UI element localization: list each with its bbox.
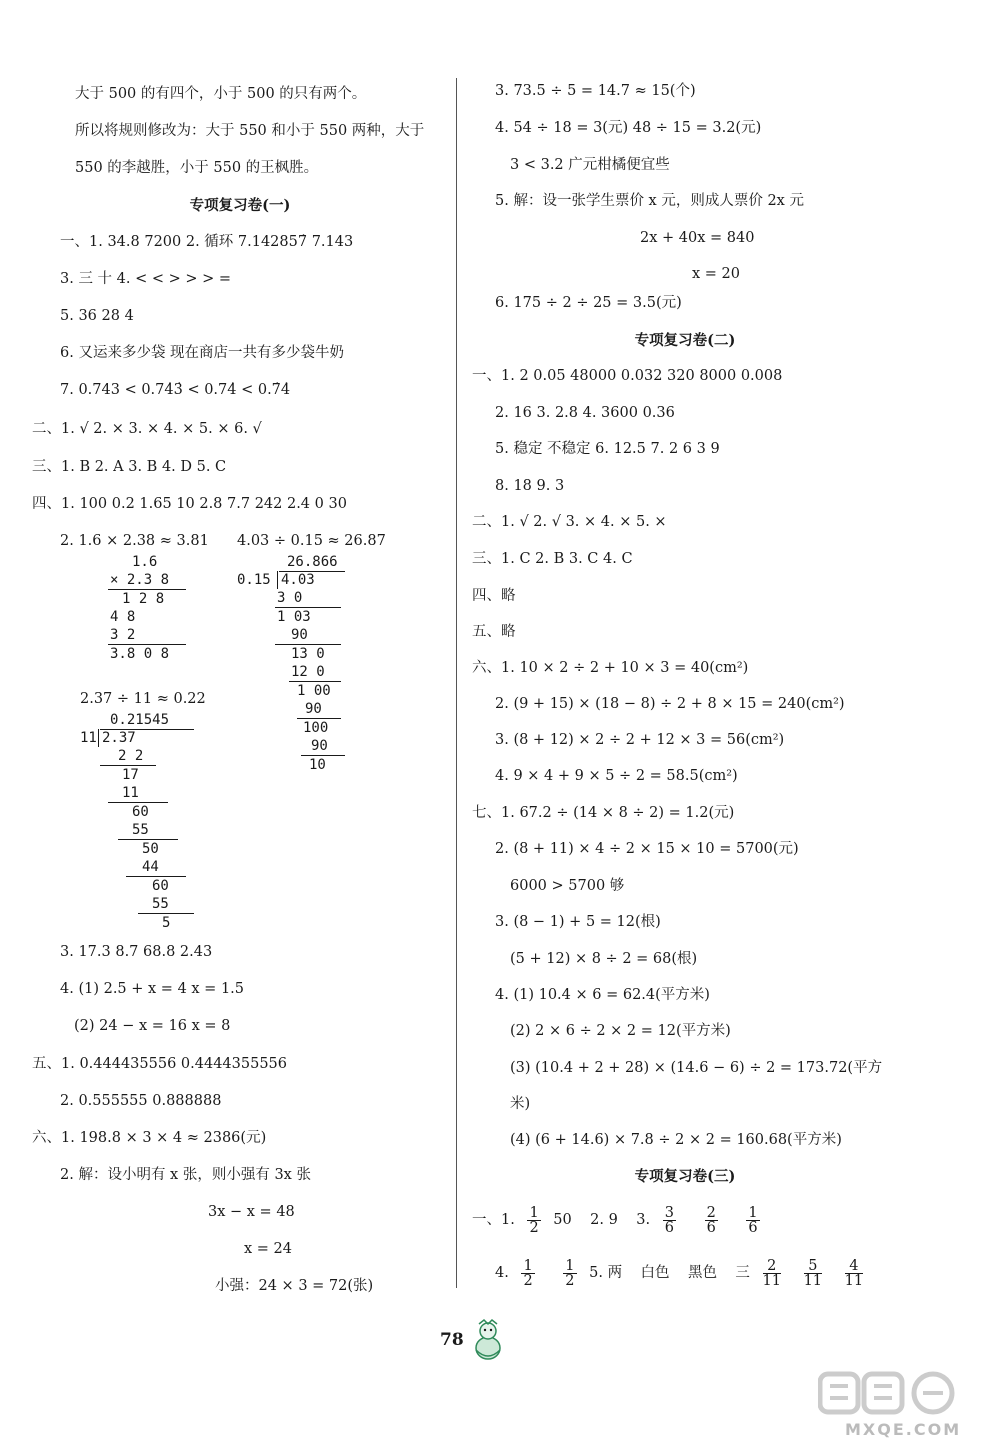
answer-line: (5 + 12) × 8 ÷ 2 = 68(根) <box>510 951 698 967</box>
calc-row: 1 2 8 <box>122 591 165 607</box>
answer-line: 3. 17.3 8.7 68.8 2.43 <box>60 944 213 960</box>
answer-line: 五、略 <box>472 624 516 640</box>
calc-bar <box>118 839 178 840</box>
calc-row: 1 03 <box>277 609 311 625</box>
calc-row: 1 00 <box>297 683 331 699</box>
section-title: 专项复习卷(二) <box>634 332 736 349</box>
calc-row: 26.866 <box>287 554 338 570</box>
answer-line: 一、1. 34.8 7200 2. 循环 7.142857̇ 7.143 <box>60 234 354 250</box>
calc-row: 3.8 0 8 <box>110 646 170 662</box>
multiplication-work <box>80 552 190 662</box>
watermark-logo-icon <box>818 1370 988 1420</box>
column-divider <box>456 78 457 1288</box>
calc-row: 90 <box>291 627 308 643</box>
text-line: 大于 500 的有四个，小于 500 的只有两个。 <box>75 86 367 102</box>
answer-line: 5. 稳定 不稳定 6. 12.5 7. 2 6 3 9 <box>495 441 720 457</box>
answer-line: 3. 73.5 ÷ 5 = 14.7 ≈ 15(个) <box>495 83 696 99</box>
calc-bar <box>98 729 99 747</box>
calc-row: 3 2 <box>110 627 136 643</box>
calc-heading: 2. 1.6 × 2.38 ≈ 3.81 <box>60 533 209 549</box>
answer-line: 三、1. B 2. A 3. B 4. D 5. C <box>32 459 227 475</box>
calc-row: 50 <box>142 841 159 857</box>
text-line: 550 的李越胜，小于 550 的王枫胜。 <box>75 160 319 176</box>
answer-line: (4) (6 + 14.6) × 7.8 ÷ 2 × 2 = 160.68(平方米) <box>510 1132 842 1148</box>
answer-line: 4. 9 × 4 + 9 × 5 ÷ 2 = 58.5(cm²) <box>495 768 738 784</box>
left-column <box>32 0 445 1300</box>
answer-line: 四、1. 100 0.2 1.65 10 2.8 7.7 242 2.4 0 30 <box>32 496 347 512</box>
fraction-answer-line <box>472 1205 768 1235</box>
calc-row: 1.6 <box>132 554 158 570</box>
calc-row: 3 0 <box>277 590 303 606</box>
section-title: 专项复习卷(一) <box>189 197 291 214</box>
calc-bar <box>108 589 186 590</box>
answer-line: 2x + 40x = 840 <box>640 230 755 246</box>
answer-line: (2) 2 × 6 ÷ 2 × 2 = 12(平方米) <box>510 1023 731 1039</box>
fraction: $\frac{2}{6}$ <box>706 1204 716 1236</box>
calc-row: 55 <box>132 822 149 838</box>
answer-line: 二、1. √ 2. √ 3. × 4. × 5. × <box>472 514 667 530</box>
answer-line: 二、1. √ 2. × 3. × 4. × 5. × 6. √ <box>32 421 262 437</box>
mascot-icon <box>470 1318 506 1362</box>
calc-row: 60 <box>152 878 169 894</box>
calc-row: 12 0 <box>291 664 325 680</box>
answer-line: 7. 0.743 < 0.74̇3̇ < 0.74̇ < 0.7̇4̇ <box>60 382 291 398</box>
calc-bar <box>108 644 186 645</box>
calc-row: 44 <box>142 859 159 875</box>
calc-row: 100 <box>303 720 329 736</box>
fraction: $\frac{2}{11}$ <box>762 1257 781 1289</box>
answer-line: 3x − x = 48 <box>208 1204 295 1220</box>
answer-line: 2. (9 + 15) × (18 − 8) ÷ 2 + 8 × 15 = 240(cm²) <box>495 696 845 712</box>
answer-text: 50 2. 9 3. <box>553 1212 651 1228</box>
answer-line: 3. (8 − 1) + 5 = 12(根) <box>495 914 661 930</box>
answer-line: 3 < 3.2 广元柑橘便宜些 <box>510 157 670 173</box>
answer-line: x = 24 <box>244 1241 292 1257</box>
page-number: 78 <box>440 1330 464 1350</box>
fraction: $\frac{1}{2}$ <box>529 1204 539 1236</box>
calc-bar <box>275 644 341 645</box>
answer-line: 8. 18 9. 3 <box>495 478 565 494</box>
calc-row: 0.21545 <box>110 712 170 728</box>
answer-line: 小强：24 × 3 = 72(张) <box>215 1278 374 1294</box>
calc-row: 4 8 <box>110 609 136 625</box>
answer-line: 4. 54 ÷ 18 = 3(元) 48 ÷ 15 = 3.2(元) <box>495 120 762 136</box>
calc-bar <box>108 802 168 803</box>
calc-row: 4.03 <box>281 572 315 588</box>
calc-row: 0.15 <box>237 572 271 588</box>
fraction: $\frac{1}{2}$ <box>565 1257 575 1289</box>
answer-line: 六、1. 198.8 × 3 × 4 ≈ 2386(元) <box>32 1130 267 1146</box>
calc-bar <box>126 876 186 877</box>
answer-line: 五、1. 0.444435556 0.4444355556 <box>32 1056 288 1072</box>
long-division-work <box>80 710 220 930</box>
answer-line: 4. (1) 2.5 + x = 4 x = 1.5 <box>60 981 245 997</box>
answer-line: 6. 又运来多少袋 现在商店一共有多少袋牛奶 <box>60 345 345 361</box>
answer-line: 七、1. 67.2 ÷ (14 × 8 ÷ 2) = 1.2(元) <box>472 805 735 821</box>
calc-row: 90 <box>305 701 322 717</box>
fraction: $\frac{3}{6}$ <box>664 1204 674 1236</box>
answer-line: (3) (10.4 + 2 + 28) × (14.6 − 6) ÷ 2 = 173.72(平方 <box>510 1060 883 1076</box>
answer-text: 5. 两 白色 黑色 三 <box>589 1265 750 1281</box>
long-division-work <box>235 552 355 772</box>
calc-row: 17 <box>122 767 139 783</box>
calc-heading: 4.03 ÷ 0.15 ≈ 26.87 <box>237 533 386 549</box>
answer-line: 6. 175 ÷ 2 ÷ 25 = 3.5(元) <box>495 295 682 311</box>
fraction: $\frac{4}{11}$ <box>844 1257 864 1289</box>
fraction: $\frac{1}{2}$ <box>523 1257 533 1289</box>
answer-line: 2. 0.555555 0.888888 <box>60 1093 222 1109</box>
calc-row: 10 <box>309 757 326 773</box>
watermark-text: MXQE.COM <box>845 1420 962 1439</box>
calc-row: 60 <box>132 804 149 820</box>
answer-line: 2. 16 3. 2.8 4. 3600 0.36 <box>495 405 675 421</box>
answer-line: 5. 36 28 4 <box>60 308 134 324</box>
calc-row: 2 2 <box>118 748 144 764</box>
answer-line: 3. 三 十 4. < < > > > = <box>60 271 232 287</box>
calc-bar <box>297 718 341 719</box>
right-column <box>472 0 900 1300</box>
answer-line: 6000 > 5700 够 <box>510 878 625 894</box>
text-line: 所以将规则修改为：大于 550 和小于 550 两种，大于 <box>75 123 425 139</box>
calc-row: 13 0 <box>291 646 325 662</box>
calc-bar <box>277 571 278 589</box>
calc-row: 55 <box>152 896 169 912</box>
calc-bar <box>138 913 194 914</box>
answer-text: 一、1. <box>472 1212 515 1228</box>
answer-line: 米) <box>510 1096 531 1112</box>
answer-line: x = 20 <box>692 266 740 282</box>
answer-line: 四、略 <box>472 588 516 604</box>
answer-line: 2. (8 + 11) × 4 ÷ 2 × 15 × 10 = 5700(元) <box>495 841 799 857</box>
calc-heading: 2.37 ÷ 11 ≈ 0.22 <box>80 691 206 707</box>
answer-line: 三、1. C 2. B 3. C 4. C <box>472 551 633 567</box>
fraction-answer-line <box>495 1258 871 1288</box>
calc-row: × 2.3 8 <box>110 572 170 588</box>
answer-line: 2. 解：设小明有 x 张，则小强有 3x 张 <box>60 1167 311 1183</box>
answer-line: 一、1. 2 0.05 48000 0.032 320 8000 0.008 <box>472 368 783 384</box>
calc-bar <box>275 607 341 608</box>
answer-line: 六、1. 10 × 2 ÷ 2 + 10 × 3 = 40(cm²) <box>472 660 749 676</box>
answer-line: 5. 解：设一张学生票价 x 元，则成人票价 2x 元 <box>495 193 804 209</box>
calc-row: 11 <box>80 730 97 746</box>
fraction: $\frac{1}{6}$ <box>748 1204 758 1236</box>
calc-bar <box>100 765 156 766</box>
answer-text: 4. <box>495 1265 509 1281</box>
answer-line: (2) 24 − x = 16 x = 8 <box>74 1018 231 1034</box>
calc-row: 5 <box>162 915 171 931</box>
calc-bar <box>301 755 345 756</box>
answer-line: 3. (8 + 12) × 2 ÷ 2 + 12 × 3 = 56(cm²) <box>495 732 785 748</box>
fraction: $\frac{5}{11}$ <box>803 1257 823 1289</box>
calc-row: 11 <box>122 785 139 801</box>
calc-row: 90 <box>311 738 328 754</box>
answer-line: 4. (1) 10.4 × 6 = 62.4(平方米) <box>495 987 710 1003</box>
section-title: 专项复习卷(三) <box>634 1168 736 1185</box>
calc-row: 2.37 <box>102 730 136 746</box>
calc-bar <box>289 681 341 682</box>
